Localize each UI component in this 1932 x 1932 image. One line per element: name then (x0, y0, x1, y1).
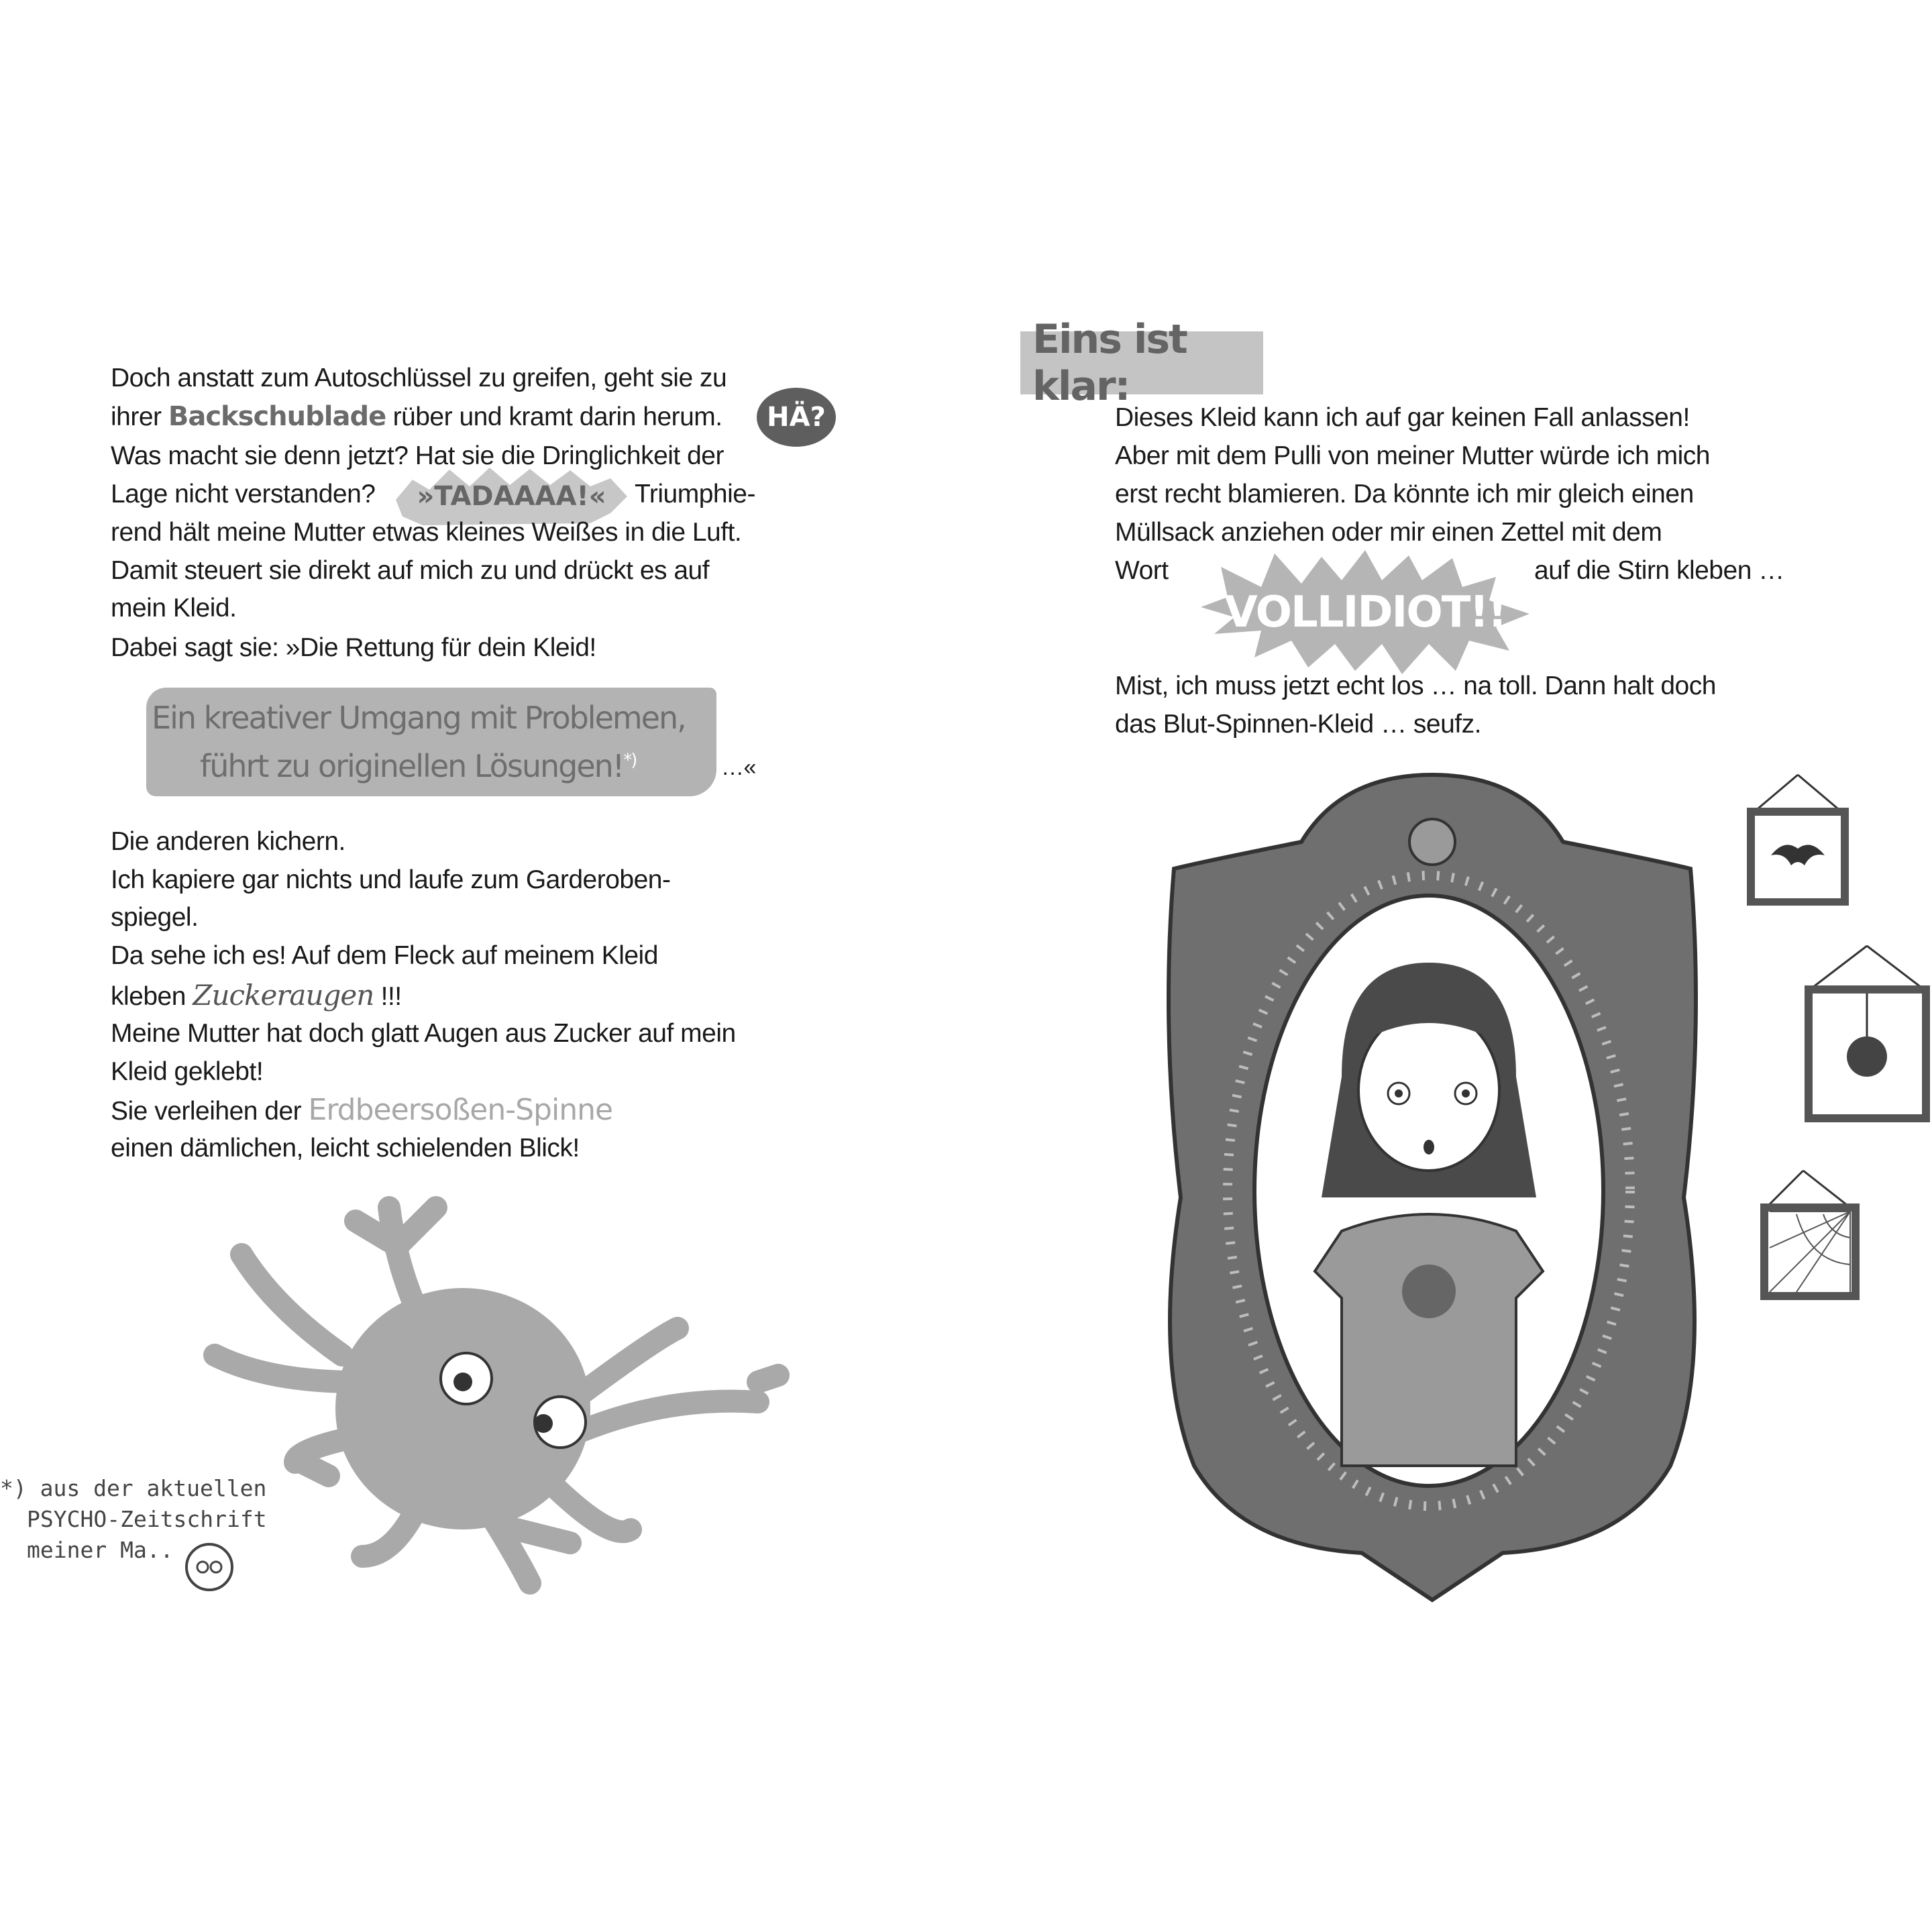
text-line (111, 979, 402, 1013)
text-line: Kleid geklebt! (111, 1057, 264, 1086)
text-line (111, 400, 722, 433)
text: ihrer (111, 402, 168, 431)
mirror-illustration (1140, 761, 1724, 1607)
text: Triumphie- (635, 480, 755, 508)
highlight-word-backschublade: Backschublade (168, 401, 386, 432)
text: mein Kleid. (111, 594, 237, 623)
quote-box (146, 688, 716, 796)
web-picture-icon (1756, 1167, 1864, 1301)
text-line: erst recht blamieren. Da könnte ich mir gleich einen (1115, 480, 1694, 508)
quote-ellipsis: …« (721, 755, 756, 780)
text: Doch anstatt zum Autoschlüssel zu greifen, geht sie zu (111, 364, 727, 392)
text: rüber und kramt darin herum. (386, 402, 722, 431)
vollidiot-text: VOLLIDIOT!! (1224, 587, 1506, 637)
footnote-line: meiner Ma.. (27, 1537, 174, 1563)
ha-badge: HÄ? (757, 388, 836, 447)
heading: Eins ist klar: (1020, 331, 1263, 394)
face-icon (182, 1540, 236, 1594)
girl-shirt (1315, 1214, 1543, 1466)
text-line (111, 632, 596, 664)
text-line: Mist, ich muss jetzt echt los … na toll. Dann halt doch (1115, 672, 1716, 700)
text: rend hält meine Mutter etwas kleines Weißes in die Luft. (111, 518, 742, 547)
text-line (111, 517, 741, 549)
text-line (111, 1094, 612, 1128)
footnote-mark: *) (623, 750, 637, 771)
text-line: auf die Stirn kleben … (1534, 556, 1784, 585)
text-line: Da sehe ich es! Auf dem Fleck auf meinem Kleid (111, 941, 658, 970)
text-line: Ich kapiere gar nichts und laufe zum Garderoben- (111, 865, 671, 894)
shirt-spider-icon (1402, 1265, 1456, 1318)
quote-line-2: führt zu originellen Lösungen! (200, 748, 624, 784)
quote-line-1: Ein kreativer Umgang mit Problemen, (152, 700, 686, 736)
text-line (111, 555, 709, 587)
text-line (635, 478, 755, 511)
tadaaa-text: »TADAAAA!« (417, 481, 606, 512)
bat-picture-icon (1744, 771, 1851, 906)
text: Sie verleihen der (111, 1097, 309, 1126)
skull-icon (1409, 819, 1455, 865)
text-line: Wort (1115, 556, 1169, 585)
spider-picture-icon (1803, 943, 1931, 1124)
highlight-word-erdbeersossen-spinne: Erdbeersoßen-Spinne (308, 1093, 613, 1127)
text-line: Müllsack anziehen oder mir einen Zettel mit dem (1115, 518, 1662, 547)
text: Dabei sagt sie: »Die Rettung für dein Kleid! (111, 633, 596, 662)
text-line (111, 478, 375, 511)
text-line (111, 362, 727, 394)
text-line: Aber mit dem Pulli von meiner Mutter würde ich mich (1115, 441, 1710, 470)
footnote-line: PSYCHO-Zeitschrift (27, 1506, 267, 1532)
text-line: spiegel. (111, 903, 199, 932)
text: kleben (111, 982, 193, 1011)
spider-illustration (195, 1181, 872, 1597)
text-line: Meine Mutter hat doch glatt Augen aus Zucker auf mein (111, 1019, 736, 1048)
vollidiot-burst (1201, 550, 1529, 674)
text: Damit steuert sie direkt auf mich zu und drückt es auf (111, 556, 710, 585)
highlight-word-zuckeraugen: Zuckeraugen (193, 979, 374, 1012)
text: Was macht sie denn jetzt? Hat sie die Dringlichkeit der (111, 441, 724, 470)
text-line: das Blut-Spinnen-Kleid … seufz. (1115, 710, 1481, 739)
text-line: Dieses Kleid kann ich auf gar keinen Fall anlassen! (1115, 403, 1690, 432)
text: !!! (374, 982, 402, 1011)
text-line: einen dämlichen, leicht schielenden Blick! (111, 1134, 580, 1163)
text: Lage nicht verstanden? (111, 480, 376, 508)
text-line (111, 592, 236, 625)
text-line: Die anderen kichern. (111, 827, 345, 856)
footnote-line: *) aus der aktuellen (0, 1475, 267, 1501)
